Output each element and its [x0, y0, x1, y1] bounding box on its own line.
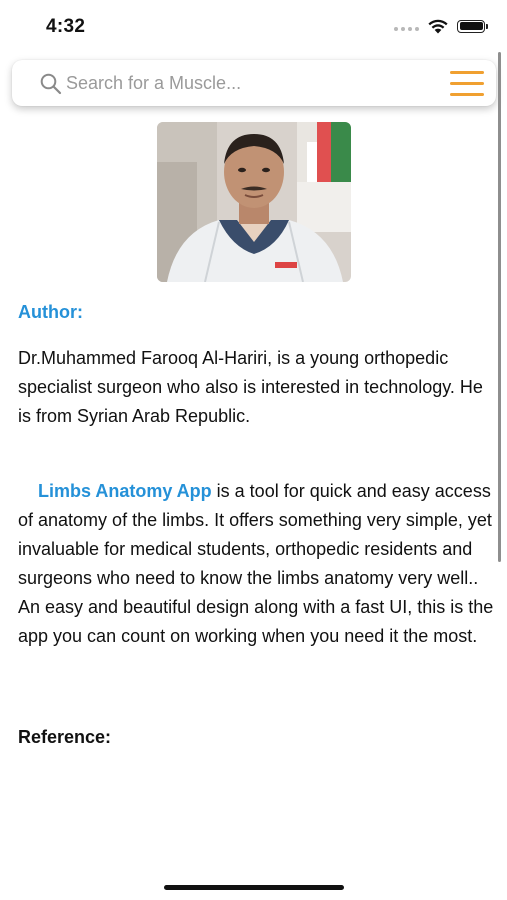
- scrollbar[interactable]: [498, 52, 501, 562]
- search-bar: [12, 60, 496, 106]
- menu-icon[interactable]: [450, 71, 484, 96]
- status-bar: [0, 0, 507, 54]
- search-icon: [40, 73, 62, 100]
- reference-heading: Reference:: [18, 727, 112, 747]
- app-description: [18, 477, 496, 651]
- author-heading: Author:: [18, 302, 83, 322]
- status-icons: [394, 18, 485, 34]
- author-photo: [157, 122, 351, 282]
- search-input[interactable]: [66, 68, 426, 98]
- app-name: Limbs Anatomy App: [38, 481, 212, 501]
- status-time: 4:32: [46, 16, 86, 37]
- app-description-text: is a tool for quick and easy access of anatomy of the limbs. It offers something very simple, yet invaluable for medical students, orthopedic residents and surgeons who need to know the limbs anatomy very well.. An easy and beautiful design along with a fast UI, this is the app you can count on working when you need it the most.: [18, 481, 494, 646]
- author-bio: Dr.Muhammed Farooq Al-Hariri, is a young orthopedic specialist surgeon who also is interested in technology. He is from Syrian Arab Republic.: [18, 348, 483, 426]
- signal-icon: [394, 27, 419, 31]
- wifi-icon: [427, 18, 449, 34]
- home-indicator[interactable]: [164, 885, 344, 890]
- battery-icon: [457, 20, 485, 33]
